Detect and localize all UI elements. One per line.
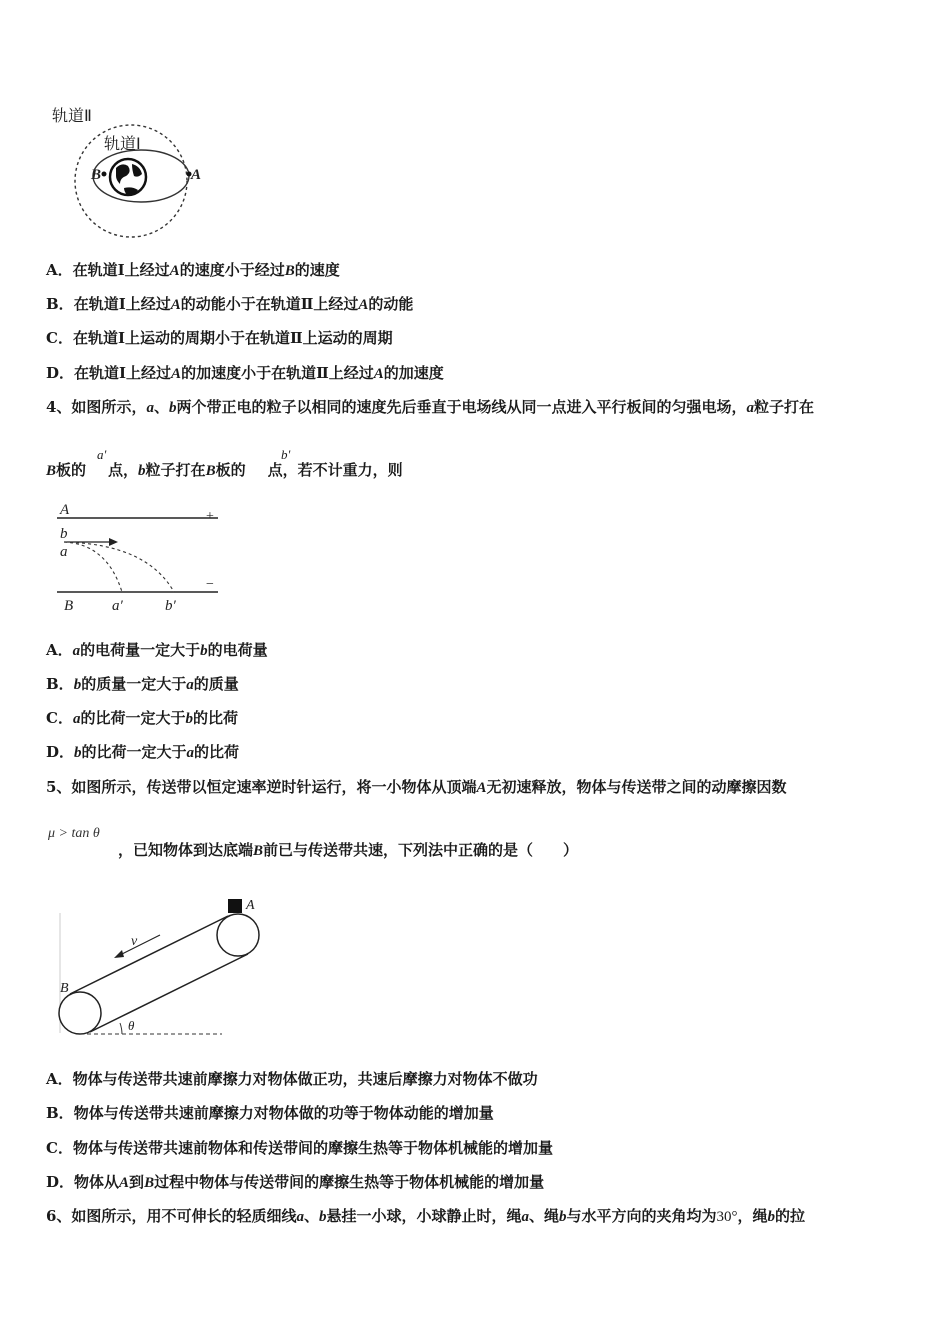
- label-orbit-1: 轨道Ⅰ: [104, 134, 141, 153]
- q4-option-a[interactable]: A．a的电荷量一定大于b的电荷量: [46, 641, 268, 659]
- label-v: v: [131, 934, 138, 949]
- plates-figure: [52, 498, 227, 616]
- belt-bottom: [90, 954, 248, 1032]
- arrow-head-icon: [109, 538, 118, 546]
- q6-stem-line1: 6、如图所示，用不可伸长的轻质细线a、b悬挂一小球，小球静止时，绳a、绳b与水平方向的夹角均为30°，绳b的拉: [46, 1207, 806, 1225]
- q3-option-b[interactable]: B．在轨道Ⅰ上经过A的动能小于在轨道Ⅱ上经过A的动能: [46, 295, 414, 313]
- q4-option-c[interactable]: C．a的比荷一定大于b的比荷: [46, 709, 238, 727]
- bottom-pulley: [59, 992, 101, 1034]
- q4-option-b[interactable]: B．b的质量一定大于a的质量: [46, 675, 239, 693]
- belt-top: [70, 916, 228, 994]
- angle-value: 30°: [716, 1209, 738, 1225]
- label-plus: +: [206, 509, 214, 524]
- b-prime-symbol: b': [281, 447, 291, 462]
- label-A: A: [191, 167, 202, 183]
- q3-option-c[interactable]: C．在轨道Ⅰ上运动的周期小于在轨道Ⅱ上运动的周期: [46, 329, 393, 347]
- q4-option-d[interactable]: D．b的比荷一定大于a的比荷: [46, 743, 240, 761]
- label-b: b: [60, 526, 68, 542]
- q4-stem-line1: 4、如图所示，a、b两个带正电的粒子以相同的速度先后垂直于电场线从同一点进入平行板间的匀强电场，a粒子打在: [46, 398, 814, 416]
- label-a: a: [60, 544, 68, 560]
- q3-option-a[interactable]: A．在轨道Ⅰ上经过A的速度小于经过B的速度: [46, 261, 340, 279]
- label-A: A: [246, 898, 255, 913]
- q5-option-c[interactable]: C．物体与传送带共速前物体和传送带间的摩擦生热等于物体机械能的增加量: [46, 1139, 553, 1157]
- label-plate-A: A: [60, 502, 70, 518]
- label-b-prime: b′: [165, 598, 176, 614]
- label-B: B: [91, 167, 102, 183]
- q5-option-d[interactable]: D．物体从A到B过程中物体与传送带间的摩擦生热等于物体机械能的增加量: [46, 1173, 545, 1191]
- belt-figure: [52, 893, 267, 1043]
- q3-option-d[interactable]: D．在轨道Ⅰ上经过A的加速度小于在轨道Ⅱ上经过A的加速度: [46, 364, 444, 382]
- top-pulley: [217, 914, 259, 956]
- label-a-prime: a′: [112, 598, 123, 614]
- point-B-dot: [102, 172, 107, 177]
- label-theta: θ: [128, 1018, 135, 1033]
- trajectory-a: [64, 542, 122, 592]
- label-orbit-2: 轨道Ⅱ: [52, 106, 92, 125]
- q4-stem-line2: B板的 点，b粒子打在B板的 点，若不计重力，则: [46, 461, 403, 479]
- q5-option-b[interactable]: B．物体与传送带共速前摩擦力对物体做的功等于物体动能的增加量: [46, 1104, 494, 1122]
- formula-mu-tan-theta: μ > tan θ: [48, 826, 100, 841]
- arrow-head-icon: [114, 950, 124, 958]
- label-B: B: [60, 981, 69, 996]
- a-prime-symbol: a': [97, 447, 107, 462]
- label-minus: −: [206, 577, 214, 592]
- q5-stem-line2: ，已知物体到达底端B前已与传送带共速，下列法中正确的是（ ）: [118, 841, 579, 859]
- label-plate-B: B: [64, 598, 74, 614]
- q5-stem-line1: 5、如图所示，传送带以恒定速率逆时针运行，将一小物体从顶端A无初速释放，物体与传送带之间的动摩擦因数: [46, 778, 787, 796]
- q5-option-a[interactable]: A．物体与传送带共速前摩擦力对物体做正功，共速后摩擦力对物体不做功: [46, 1070, 538, 1088]
- orbit-figure: [48, 102, 218, 242]
- angle-arc: [120, 1023, 122, 1034]
- block-A: [228, 899, 242, 913]
